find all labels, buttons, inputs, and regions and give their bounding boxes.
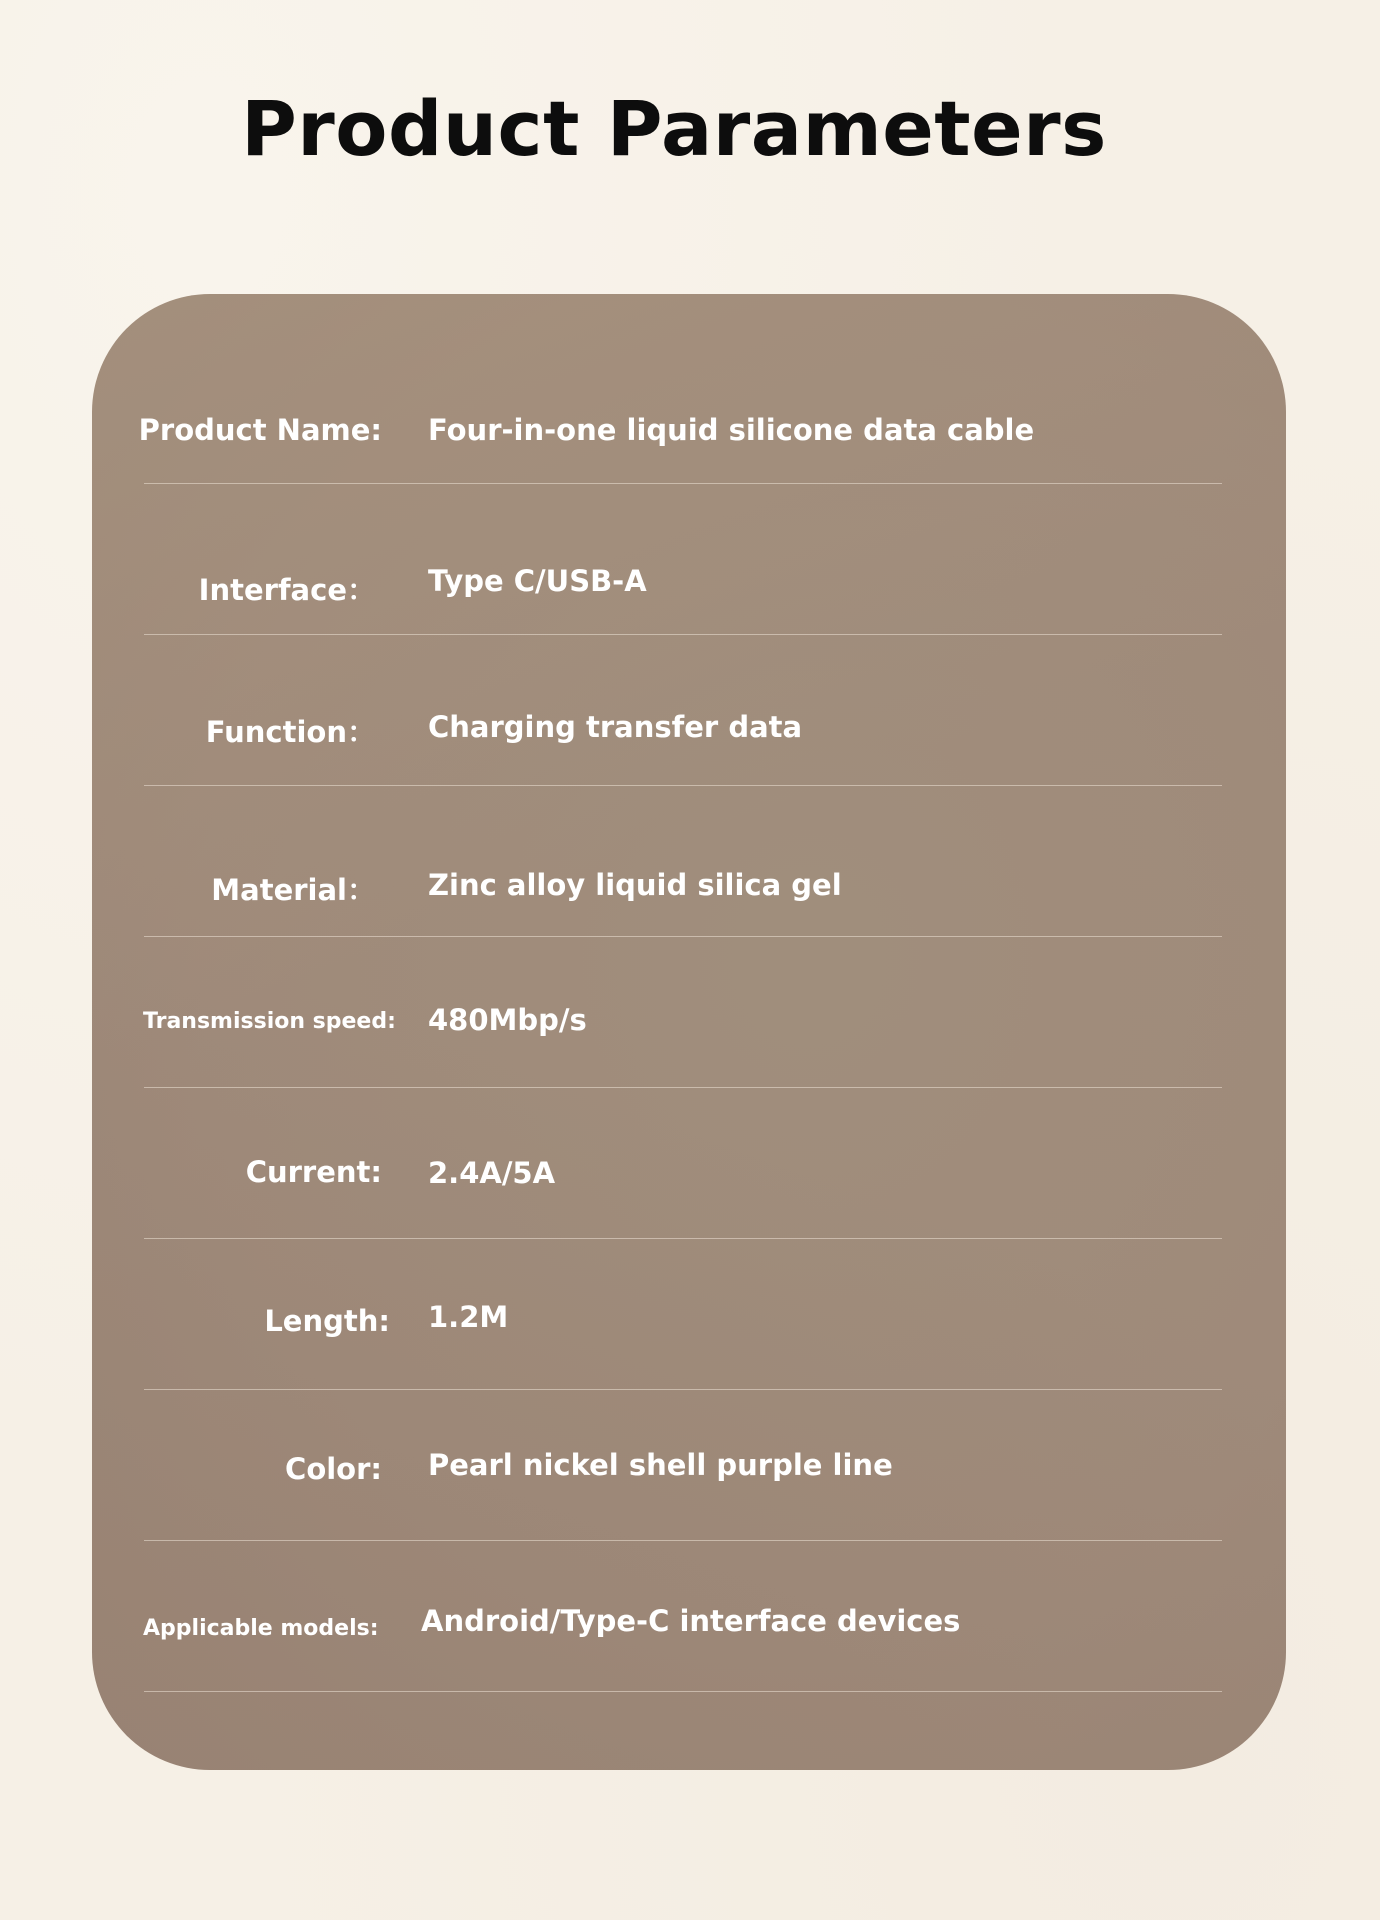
page-title: Product Parameters bbox=[241, 84, 1107, 173]
parameter-label: Length: bbox=[264, 1304, 390, 1338]
parameter-value: Android/Type-C interface devices bbox=[421, 1604, 961, 1638]
parameter-row-color bbox=[144, 1390, 1222, 1541]
parameter-row-material bbox=[144, 786, 1222, 937]
parameter-value: 480Mbp/s bbox=[428, 1003, 587, 1037]
parameter-value: 2.4A/5A bbox=[428, 1156, 556, 1190]
parameter-label: Interface： bbox=[198, 573, 376, 607]
parameter-label: Function： bbox=[205, 715, 376, 749]
parameters-list bbox=[138, 294, 1222, 1692]
parameter-row-function bbox=[144, 635, 1222, 786]
parameter-row-product-name bbox=[138, 294, 1222, 484]
parameter-row-current bbox=[144, 1088, 1222, 1239]
parameter-label: Color: bbox=[285, 1452, 382, 1486]
parameters-card bbox=[92, 294, 1286, 1770]
parameter-row-transmission-speed bbox=[144, 937, 1222, 1088]
parameter-label: Transmission speed: bbox=[143, 1009, 396, 1034]
parameter-value: Pearl nickel shell purple line bbox=[428, 1448, 893, 1482]
parameter-label: Product Name: bbox=[138, 413, 382, 447]
parameter-row-interface bbox=[144, 484, 1222, 635]
parameter-label: Applicable models: bbox=[143, 1616, 379, 1641]
parameter-row-length bbox=[144, 1239, 1222, 1390]
parameter-row-applicable-models bbox=[144, 1541, 1222, 1692]
parameter-label: Material： bbox=[211, 873, 376, 907]
parameter-value: 1.2M bbox=[428, 1300, 509, 1334]
parameter-value: Type C/USB-A bbox=[428, 564, 647, 598]
parameter-value: Four-in-one liquid silicone data cable bbox=[428, 413, 1035, 447]
parameter-value: Zinc alloy liquid silica gel bbox=[428, 868, 842, 902]
parameter-value: Charging transfer data bbox=[428, 710, 803, 744]
parameter-label: Current: bbox=[245, 1155, 382, 1189]
